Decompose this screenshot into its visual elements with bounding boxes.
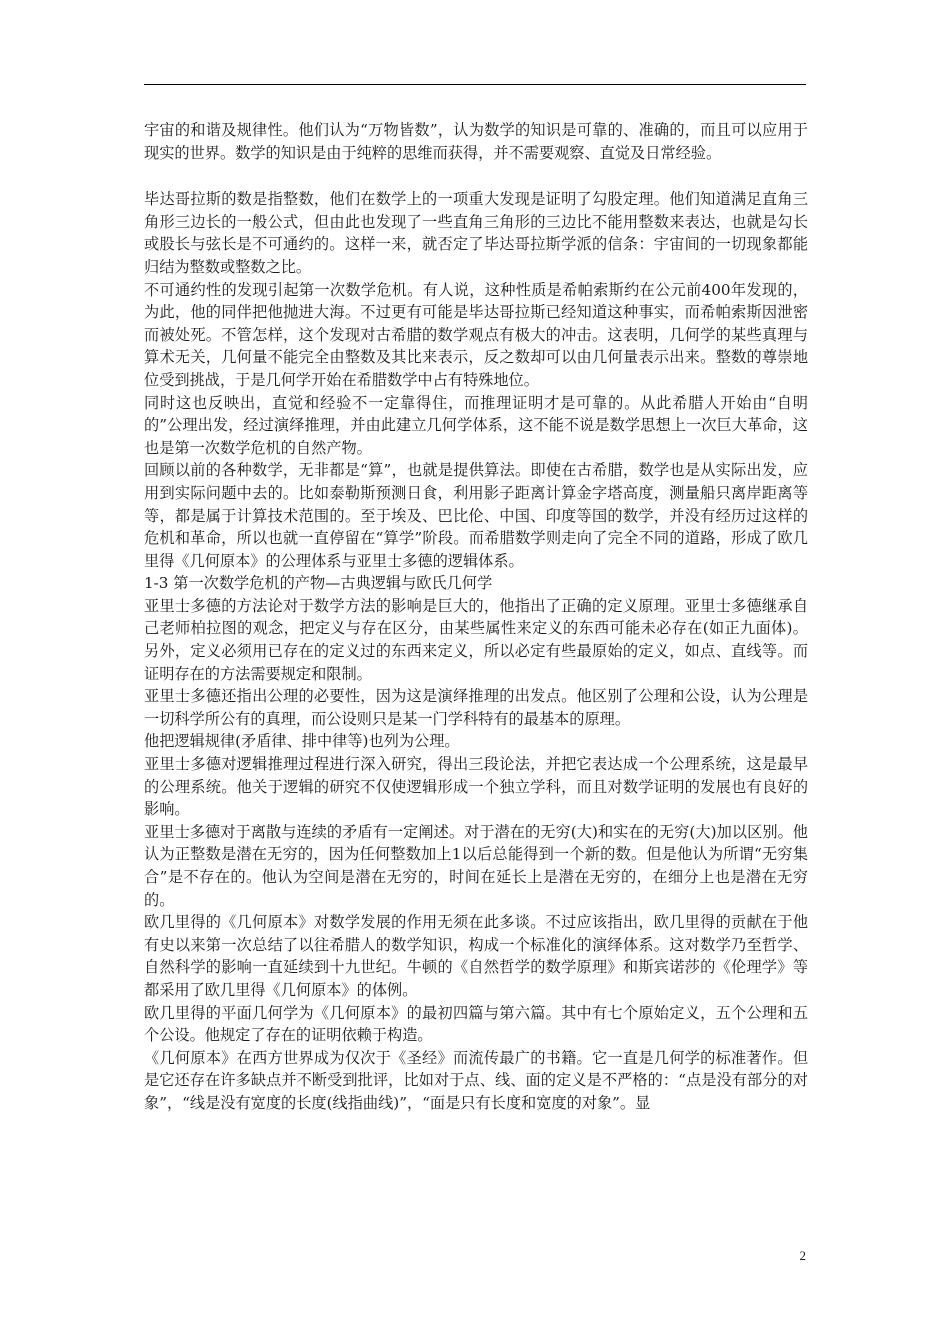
page-number: 2 — [799, 1248, 806, 1263]
paragraph-13: 欧几里得的平面几何学为《几何原本》的最初四篇与第六篇。其中有七个原始定义，五个公理和五个公设。他规定了存在的证明依赖于构造。 — [144, 1003, 808, 1045]
paragraph-11: 亚里士多德对于离散与连续的矛盾有一定阐述。对于潜在的无穷(大)和实在的无穷(大)加以区别。他认为正整数是潜在无穷的，因为任何整数加上1以后总能得到一个新的数。但是他认为所谓“无穷集合”是不存在的。他认为空间是潜在无穷的，时间在延长上是潜在无穷的，在细分上也是潜在无穷的。 — [144, 822, 808, 909]
paragraph-8: 亚里士多德还指出公理的必要性，因为这是演绎推理的出发点。他区别了公理和公设，认为公理是一切科学所公有的真理，而公设则只是某一门学科特有的最基本的原理。 — [144, 687, 808, 728]
paragraph-5: 回顾以前的各种数学，无非都是“算”，也就是提供算法。即使在古希腊，数学也是从实际出发，应用到实际问题中去的。比如泰勒斯预测日食，利用影子距离计算金字塔高度，测量船只离岸距离等等，都是属于计算技术范围的。至于埃及、巴比伦、中国、印度等国的数学，并没有经历过这样的危机和革命，所以也就一直停留在“算学”阶段。而希腊数学则走向了完全不同的道路，形成了欧几里得《几何原本》的公理体系与亚里士多德的逻辑体系。 — [144, 461, 808, 570]
paragraph-1: 宇宙的和谐及规律性。他们认为“万物皆数”，认为数学的知识是可靠的、准确的，而且可以应用于现实的世界。数学的知识是由于纯粹的思维而获得，并不需要观察、直觉及日常经验。 — [144, 121, 808, 162]
paragraph-14: 《几何原本》在西方世界成为仅次于《圣经》而流传最广的书籍。它一直是几何学的标准著作。但是它还存在许多缺点并不断受到批评，比如对于点、线、面的定义是不严格的：“点是没有部分的对象”，“线是没有宽度的长度(线指曲线)”，“面是只有长度和宽度的对象”。显 — [144, 1048, 808, 1112]
document-body — [144, 119, 808, 1115]
paragraph-12: 欧几里得的《几何原本》对数学发展的作用无须在此多谈。不过应该指出，欧几里得的贡献在于他有史以来第一次总结了以往希腊人的数学知识，构成一个标准化的演绎体系。这对数学乃至哲学、自然科学的影响一直延续到十九世纪。牛顿的《自然哲学的数学原理》和斯宾诺莎的《伦理学》等都采用了欧几里得《几何原本》的体例。 — [144, 913, 808, 999]
paragraph-2: 毕达哥拉斯的数是指整数，他们在数学上的一项重大发现是证明了勾股定理。他们知道满足直角三角形三边长的一般公式，但由此也发现了一些直角三角形的三边比不能用整数来表达，也就是勾长或股长与弦长是不可通约的。这样一来，就否定了毕达哥拉斯学派的信条：宇宙间的一切现象都能归结为整数或整数之比。 — [144, 190, 808, 276]
paragraph-4: 同时这也反映出，直觉和经验不一定靠得住，而推理证明才是可靠的。从此希腊人开始由“自明的”公理出发，经过演绎推理，并由此建立几何学体系，这不能不说是数学思想上一次巨大革命，这也是第一次数学危机的自然产物。 — [144, 393, 808, 457]
header-rule — [144, 84, 806, 85]
paragraph-9: 他把逻辑规律(矛盾律、排中律等)也列为公理。 — [144, 732, 460, 751]
paragraph-7: 亚里士多德的方法论对于数学方法的影响是巨大的，他指出了正确的定义原理。亚里士多德继承自己老师柏拉图的观念，把定义与存在区分，由某些属性来定义的东西可能未必存在(如正九面体)。另外，定义必须用已存在的定义过的东西来定义，所以必定有些最原始的定义，如点、直线等。而证明存在的方法需要规定和限制。 — [144, 596, 808, 683]
section-heading: 1-3 第一次数学危机的产物—古典逻辑与欧氏几何学 — [144, 574, 493, 593]
paragraph-10: 亚里士多德对逻辑推理过程进行深入研究，得出三段论法，并把它表达成一个公理系统，这是最早的公理系统。他关于逻辑的研究不仅使逻辑形成一个独立学科，而且对数学证明的发展也有良好的影响。 — [144, 755, 808, 819]
paragraph-3: 不可通约性的发现引起第一次数学危机。有人说，这种性质是希帕索斯约在公元前400年发现的，为此，他的同伴把他抛进大海。不过更有可能是毕达哥拉斯已经知道这种事实，而希帕索斯因泄密而被处死。不管怎样，这个发现对古希腊的数学观点有极大的冲击。这表明，几何学的某些真理与算术无关，几何量不能完全由整数及其比来表示，反之数却可以由几何量表示出来。整数的尊崇地位受到挑战，于是几何学开始在希腊数学中占有特殊地位。 — [144, 280, 808, 389]
